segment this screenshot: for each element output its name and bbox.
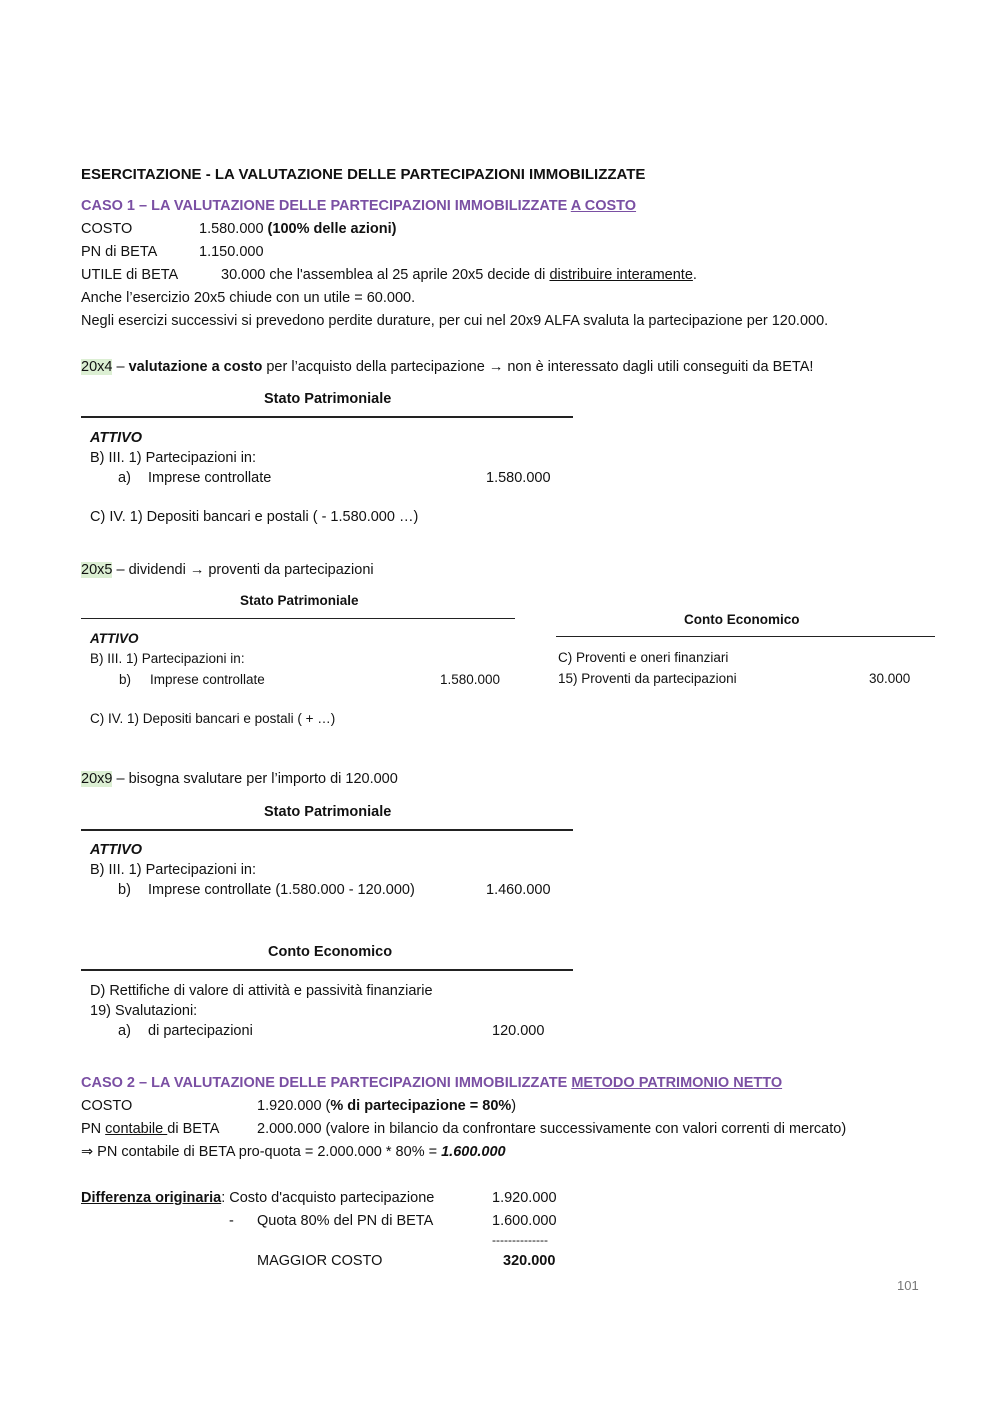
y20x5-attivo: ATTIVO — [90, 631, 139, 646]
y20x9-ce-line2: 19) Svalutazioni: — [90, 1003, 198, 1019]
y20x4-item-letter: a) — [118, 470, 131, 486]
caso2-minus: - — [229, 1213, 234, 1229]
caso2-separator: -------------- — [492, 1233, 548, 1247]
y20x4-sp-rule — [81, 416, 573, 418]
caso2-proquota-value: 1.600.000 — [441, 1144, 506, 1160]
y20x9-line1: B) III. 1) Partecipazioni in: — [90, 862, 257, 878]
y20x9-ce-value: 120.000 — [492, 1023, 545, 1039]
caso2-quota-label: Quota 80% del PN di BETA — [257, 1213, 434, 1229]
caso1-utile-end: . — [692, 267, 697, 283]
caso2-diff-value: 1.920.000 — [492, 1190, 557, 1206]
y20x5-ce-value: 30.000 — [869, 671, 911, 686]
caso1-utile-underline: distribuire interamente — [549, 267, 693, 283]
caso2-proquota-text: ⇒ PN contabile di BETA pro-quota = 2.000.000 * 80% = — [81, 1144, 442, 1160]
y20x5-ce-line1: C) Proventi e oneri finanziari — [558, 650, 729, 665]
y20x5-ce-line2: 15) Proventi da partecipazioni — [558, 671, 737, 686]
y20x5-sp-title: Stato Patrimoniale — [240, 593, 359, 608]
caso2-pn-value: 2.000.000 (valore in bilancio da confrontare successivamente con valori correnti di mercato) — [257, 1121, 847, 1137]
y20x4-item-label: Imprese controllate — [148, 470, 272, 486]
y20x4-attivo: ATTIVO — [90, 430, 143, 446]
y20x9-ce-line1: D) Rettifiche di valore di attività e passività finanziarie — [90, 983, 433, 999]
caso2-costo-end: ) — [511, 1098, 517, 1114]
y20x5-item-value: 1.580.000 — [440, 672, 501, 687]
caso1-heading-link: A COSTO — [570, 198, 637, 214]
caso2-heading — [81, 1075, 782, 1091]
y20x9-ce-item: di partecipazioni — [148, 1023, 253, 1039]
caso2-pn-label-a: PN — [81, 1121, 106, 1137]
caso1-pn-label: PN di BETA — [81, 244, 158, 260]
caso2-pn-label-underline: contabile — [105, 1121, 168, 1137]
y20x5-depositi: C) IV. 1) Depositi bancari e postali ( + …) — [90, 711, 336, 726]
caso2-costo-bold: % di partecipazione = 80% — [330, 1098, 512, 1114]
caso2-maggior-value: 320.000 — [503, 1253, 556, 1269]
y20x4-sp-title: Stato Patrimoniale — [264, 391, 392, 407]
y20x9-ce-letter: a) — [118, 1023, 131, 1039]
caso2-costo-value — [257, 1098, 516, 1114]
y20x5-rest: – dividendi → proventi da partecipazioni — [112, 562, 374, 578]
y20x9-item-label: Imprese controllate (1.580.000 - 120.000) — [148, 882, 415, 898]
caso1-costo-label: COSTO — [81, 221, 133, 237]
y20x9-sp-title: Stato Patrimoniale — [264, 804, 392, 820]
y20x5-intro — [81, 562, 374, 578]
caso1-costo-value — [199, 221, 396, 237]
caso2-pn-label-b: di BETA — [167, 1121, 220, 1137]
y20x5-sp-rule — [81, 618, 515, 619]
y20x9-ce-rule — [81, 969, 573, 971]
caso1-utile-text — [221, 267, 697, 283]
y20x5-year: 20x5 — [81, 562, 113, 578]
y20x4-bold: valutazione a costo — [128, 359, 263, 375]
y20x4-item-value: 1.580.000 — [486, 470, 551, 486]
y20x5-ce-title: Conto Economico — [684, 612, 800, 627]
caso1-negli-line: Negli esercizi successivi si prevedono perdite durature, per cui nel 20x9 ALFA svaluta la partecipazione per 120.000. — [81, 313, 829, 329]
y20x9-rest: – bisogna svalutare per l’importo di 120.000 — [112, 771, 398, 787]
y20x4-line1: B) III. 1) Partecipazioni in: — [90, 450, 257, 466]
caso1-heading-text: CASO 1 – LA VALUTAZIONE DELLE PARTECIPAZIONI IMMOBILIZZATE — [81, 198, 571, 214]
caso2-costo-label: COSTO — [81, 1098, 133, 1114]
page-number: 101 — [897, 1278, 919, 1293]
caso2-proquota — [81, 1144, 506, 1160]
caso1-costo-number: 1.580.000 — [199, 221, 268, 237]
y20x9-item-value: 1.460.000 — [486, 882, 551, 898]
y20x5-line1: B) III. 1) Partecipazioni in: — [90, 651, 245, 666]
caso2-diff-line — [81, 1190, 434, 1206]
caso2-quota-value: 1.600.000 — [492, 1213, 557, 1229]
y20x5-item-letter: b) — [119, 672, 132, 687]
caso2-diff-text: : Costo d'acquisto partecipazione — [221, 1190, 435, 1206]
y20x4-depositi: C) IV. 1) Depositi bancari e postali ( - 1.580.000 …) — [90, 509, 419, 525]
y20x9-ce-title: Conto Economico — [268, 944, 393, 960]
y20x5-item-label: Imprese controllate — [150, 672, 265, 687]
y20x9-year: 20x9 — [81, 771, 113, 787]
y20x9-attivo: ATTIVO — [90, 842, 143, 858]
caso1-anche-line: Anche l’esercizio 20x5 chiude con un utile = 60.000. — [81, 290, 416, 306]
caso2-maggior-label: MAGGIOR COSTO — [257, 1253, 383, 1269]
caso2-costo-number: 1.920.000 ( — [257, 1098, 331, 1114]
y20x5-ce-rule — [556, 636, 935, 637]
caso1-pn-value: 1.150.000 — [199, 244, 264, 260]
caso1-utile-label: UTILE di BETA — [81, 267, 179, 283]
y20x4-rest: per l’acquisto della partecipazione → non è interessato dagli utili conseguiti da BETA! — [262, 359, 814, 375]
y20x9-intro — [81, 771, 398, 787]
caso2-diff-label: Differenza originaria — [81, 1190, 222, 1206]
page-title: ESERCITAZIONE - LA VALUTAZIONE DELLE PARTECIPAZIONI IMMOBILIZZATE — [81, 166, 646, 183]
caso1-utile-main: 30.000 che l'assemblea al 25 aprile 20x5 decide di — [221, 267, 550, 283]
caso1-costo-note: (100% delle azioni) — [267, 221, 397, 237]
y20x4-dash: – — [112, 359, 129, 375]
caso2-pn-label — [81, 1121, 219, 1137]
caso2-heading-link: METODO PATRIMONIO NETTO — [571, 1075, 783, 1091]
y20x9-item-letter: b) — [118, 882, 131, 898]
y20x4-intro — [81, 359, 813, 375]
caso2-heading-text: CASO 2 – LA VALUTAZIONE DELLE PARTECIPAZIONI IMMOBILIZZATE — [81, 1075, 572, 1091]
y20x9-sp-rule — [81, 829, 573, 831]
y20x4-year: 20x4 — [81, 359, 113, 375]
caso1-heading — [81, 198, 636, 214]
